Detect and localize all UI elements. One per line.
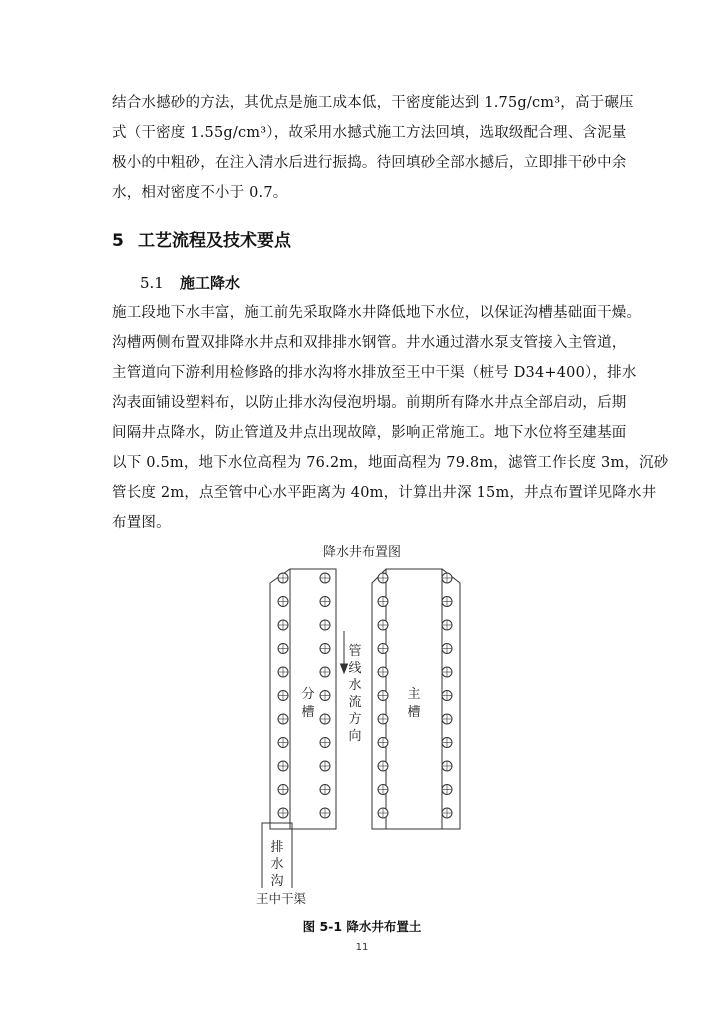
- text-line: 沟表面铺设塑料布，以防止排水沟侵泡坍塌。前期所有降水井点全部启动，后期: [112, 395, 627, 411]
- branch-trench-label: 分: [301, 687, 315, 702]
- text-line: 管长度 2m，点至管中心水平距离为 40m，计算出井深 15m，井点布置详见降水井: [112, 485, 657, 501]
- main-trench-label: 主: [407, 687, 421, 702]
- flow-direction-label: 管: [348, 644, 362, 659]
- branch-trench-label: 槽: [301, 705, 315, 720]
- figure-caption: 图 5-1 降水井布置土: [302, 919, 422, 934]
- flow-arrow: [341, 631, 348, 673]
- drainage-ditch-label: 排: [270, 840, 284, 855]
- figure-title: 降水井布置图: [322, 545, 401, 560]
- section-title: 工艺流程及技术要点: [138, 231, 291, 251]
- text-line: 主管道向下游利用检修路的排水沟将水排放至王中干渠（桩号 D34+400），排水: [112, 365, 637, 381]
- subsection-title: 施工降水: [180, 274, 241, 292]
- main-trench-label: 槽: [407, 705, 421, 720]
- flow-direction-label: 线: [348, 661, 362, 676]
- flow-direction-label: 流: [348, 695, 362, 710]
- text-line: 水，相对密度不小于 0.7。: [112, 185, 288, 201]
- flow-arrow-head: [341, 664, 348, 673]
- diagram-labels: [256, 644, 421, 906]
- text-line: 施工段地下水丰富，施工前先采取降水井降低地下水位，以保证沟槽基础面干燥。: [112, 305, 642, 321]
- subsection-number: 5.1: [140, 274, 164, 292]
- text-line: 间隔井点降水，防止管道及井点出现故障，影响正常施工。地下水位将至建基面: [112, 425, 627, 441]
- flow-direction-label: 水: [348, 678, 362, 693]
- drainage-ditch-label: 水: [270, 857, 284, 872]
- canal-label: 王中干渠: [255, 891, 307, 906]
- page-number: 11: [355, 942, 369, 953]
- text-line: 以下 0.5m，地下水位高程为 76.2m，地面高程为 79.8m，滤管工作长度 3m，沉砂: [112, 455, 669, 471]
- text-line: 沟槽两侧布置双排降水井点和双排排水钢管。井水通过潜水泵支管接入主管道，: [112, 335, 627, 351]
- text-line: 式（干密度 1.55g/cm³），故采用水撼式施工方法回填，选取级配合理、含泥量: [112, 125, 627, 141]
- text-line: 结合水撼砂的方法，其优点是施工成本低，干密度能达到 1.75g/cm³，高于碾压: [112, 95, 634, 111]
- flow-direction-label: 方: [348, 712, 362, 727]
- flow-direction-label: 向: [348, 729, 362, 744]
- drainage-ditch-label: 沟: [270, 874, 284, 889]
- text-line: 极小的中粗砂，在注入清水后进行振捣。待回填砂全部水撼后，立即排干砂中余: [112, 155, 627, 171]
- section-number: 5: [112, 231, 124, 251]
- text-line: 布置图。: [112, 515, 171, 531]
